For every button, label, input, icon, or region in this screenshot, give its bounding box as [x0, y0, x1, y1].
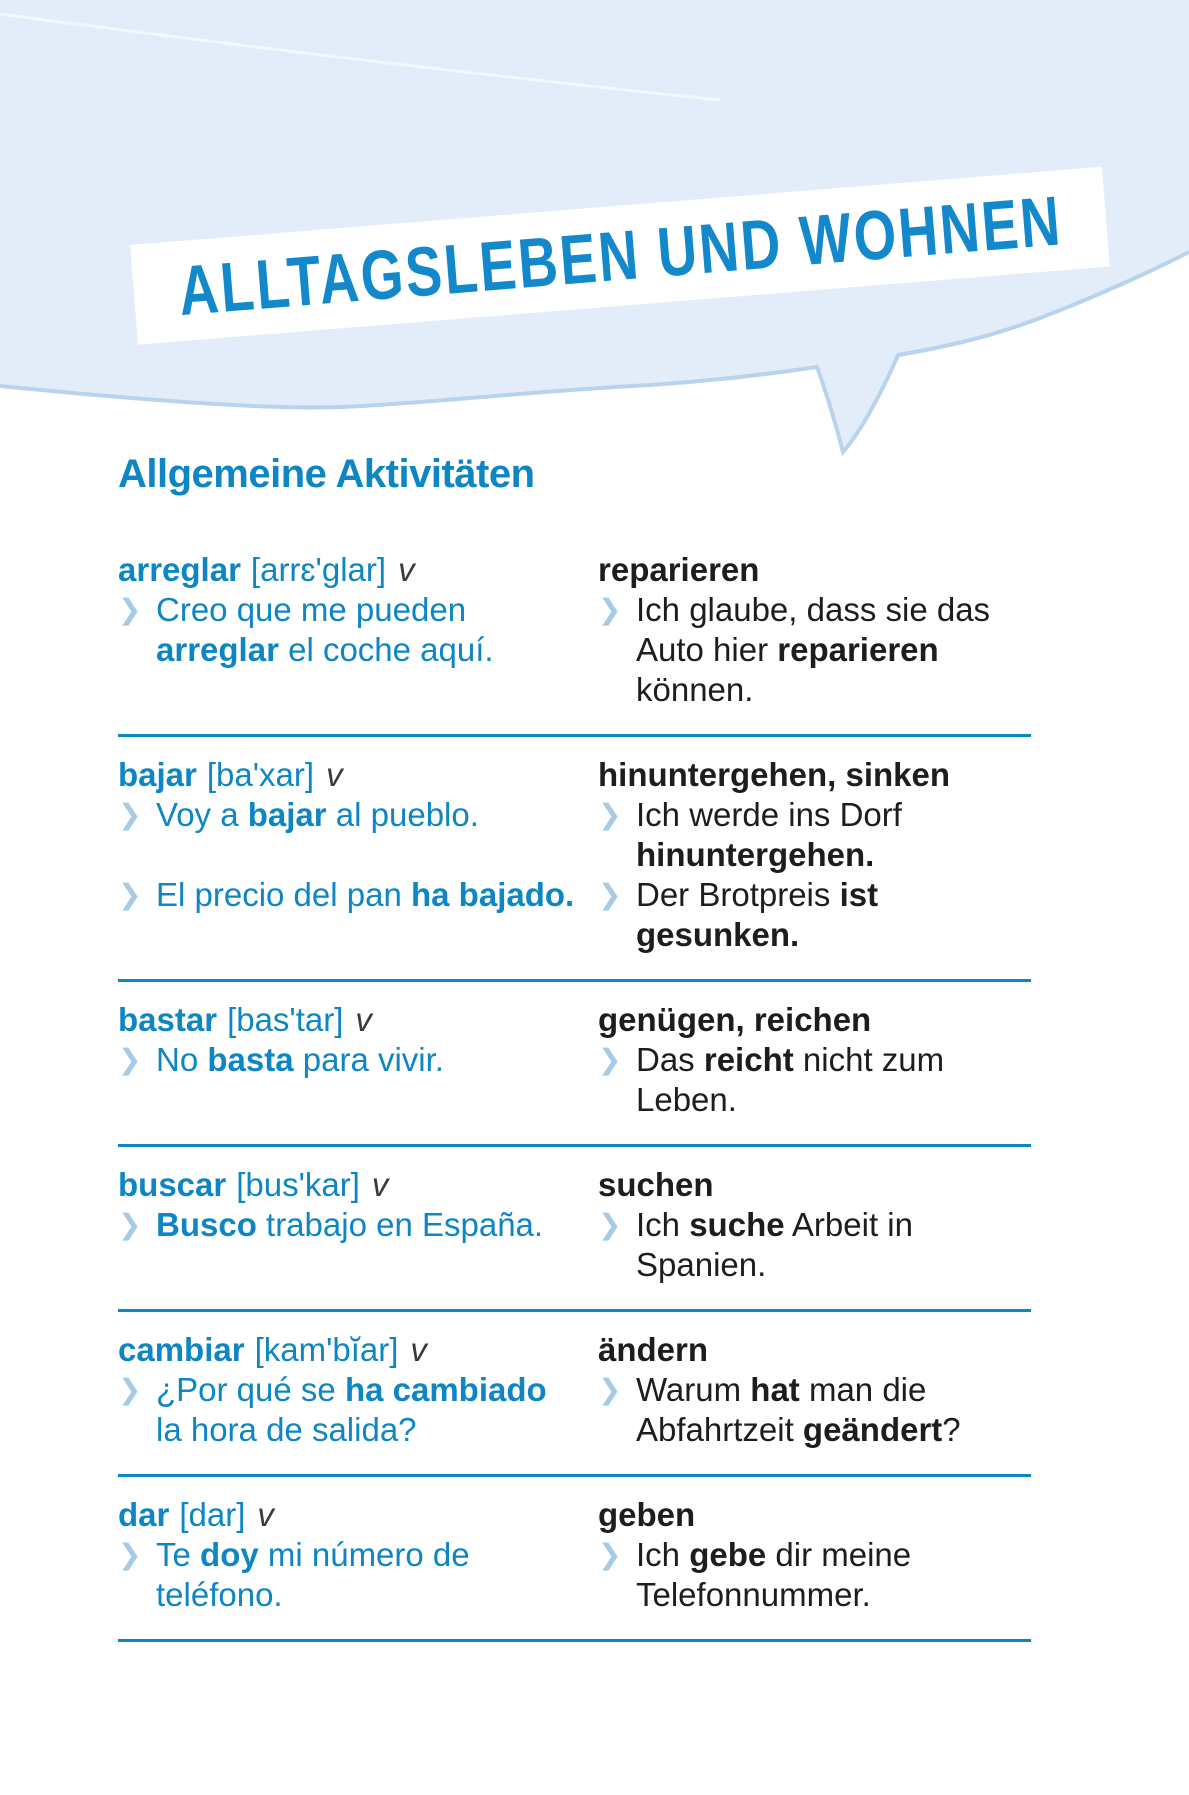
phonetic: [ba'xar]	[206, 756, 315, 793]
bold-segment: hinuntergehen.	[636, 836, 875, 873]
bold-segment: ha cambiado	[344, 1371, 547, 1408]
example-line	[156, 1575, 470, 1615]
text-segment: Warum	[636, 1371, 751, 1408]
part-of-speech: v	[326, 756, 343, 793]
headword-es	[118, 1165, 598, 1205]
headword-es	[118, 1495, 598, 1535]
entry-head-row	[118, 1495, 1031, 1535]
bold-segment: bajar	[247, 796, 327, 833]
headword: buscar	[118, 1166, 227, 1203]
text-segment: Arbeit in	[784, 1206, 913, 1243]
bold-segment: hat	[750, 1371, 800, 1408]
example-line	[156, 630, 494, 670]
bold-segment: gebe	[689, 1536, 767, 1573]
example-de	[598, 795, 1031, 875]
text-segment: mi número de	[258, 1536, 470, 1573]
example-line	[156, 1040, 444, 1080]
example-line	[156, 1535, 470, 1575]
part-of-speech: v	[410, 1331, 427, 1368]
example-line	[636, 1205, 913, 1245]
text-segment: El precio del pan	[156, 876, 411, 913]
text-segment: Voy a	[156, 796, 248, 833]
example-bullet-icon: ❯	[118, 1538, 142, 1571]
text-segment: Ich glaube, dass sie das	[636, 591, 991, 628]
text-segment: trabajo en España.	[256, 1206, 544, 1243]
text-segment: Te	[156, 1536, 201, 1573]
example-lines	[156, 875, 574, 915]
text-segment: al pueblo.	[326, 796, 479, 833]
example-pair-row	[118, 795, 1031, 875]
example-line	[156, 795, 479, 835]
example-es	[118, 795, 598, 875]
example-line	[636, 795, 902, 835]
part-of-speech: v	[355, 1001, 372, 1038]
example-lines	[156, 795, 479, 835]
example-line	[636, 590, 990, 630]
bold-segment: reparieren	[777, 631, 939, 668]
example-line	[636, 670, 990, 710]
example-line	[636, 1535, 911, 1575]
example-es	[118, 590, 598, 710]
example-de	[598, 1040, 1031, 1120]
text-segment: ?	[942, 1411, 961, 1448]
text-segment: Telefonnummer.	[636, 1576, 871, 1613]
example-lines	[156, 1370, 547, 1450]
text-segment: Der Brotpreis	[636, 876, 840, 913]
part-of-speech: v	[398, 551, 415, 588]
bold-segment: geändert	[802, 1411, 943, 1448]
entry-head-row	[118, 755, 1031, 795]
text-segment: Ich werde ins Dorf	[636, 796, 902, 833]
phonetic: [bus'kar]	[236, 1166, 360, 1203]
section-title: Allgemeine Aktivitäten	[118, 452, 535, 496]
example-de	[598, 590, 1031, 710]
phonetic: [kam'bĭar]	[254, 1331, 399, 1368]
example-line	[636, 1080, 944, 1120]
text-segment: ¿Por qué se	[156, 1371, 345, 1408]
example-lines	[636, 590, 990, 710]
example-es	[118, 1535, 598, 1615]
text-segment: Das	[636, 1041, 704, 1078]
headword-es	[118, 550, 598, 590]
dictionary-entry	[118, 1477, 1031, 1642]
example-line	[636, 630, 990, 670]
entries	[118, 550, 1031, 1642]
example-es	[118, 875, 598, 955]
dictionary-entry	[118, 982, 1031, 1147]
bold-segment: ha bajado.	[411, 876, 575, 913]
example-lines	[156, 590, 494, 670]
phonetic: [dar]	[179, 1496, 246, 1533]
headword: bajar	[118, 756, 197, 793]
example-de	[598, 1205, 1031, 1285]
text-segment: nicht zum	[793, 1041, 945, 1078]
example-lines	[156, 1535, 470, 1615]
bold-segment: Busco	[156, 1206, 257, 1243]
headword: cambiar	[118, 1331, 245, 1368]
example-line	[636, 1245, 913, 1285]
example-bullet-icon: ❯	[598, 1538, 622, 1571]
text-segment: Auto hier	[636, 631, 778, 668]
example-lines	[156, 1040, 444, 1080]
example-lines	[636, 875, 878, 955]
example-bullet-icon: ❯	[118, 798, 142, 831]
entry-head-row	[118, 1000, 1031, 1040]
example-bullet-icon: ❯	[598, 593, 622, 626]
dictionary-entry	[118, 737, 1031, 982]
example-lines	[636, 1535, 911, 1615]
text-segment: man die	[799, 1371, 927, 1408]
example-line	[636, 875, 878, 915]
example-line	[636, 1370, 961, 1410]
translation-de: geben	[598, 1496, 696, 1533]
example-de	[598, 1370, 1031, 1450]
example-line	[156, 875, 574, 915]
example-bullet-icon: ❯	[118, 878, 142, 911]
example-bullet-icon: ❯	[118, 1373, 142, 1406]
translation-de: ändern	[598, 1331, 709, 1368]
example-de	[598, 1535, 1031, 1615]
translation-de: genügen, reichen	[598, 1001, 872, 1038]
dictionary-entry	[118, 1147, 1031, 1312]
text-segment: el coche aquí.	[278, 631, 494, 668]
bold-segment: basta	[207, 1041, 294, 1078]
phonetic: [bas'tar]	[227, 1001, 344, 1038]
example-bullet-icon: ❯	[598, 1208, 622, 1241]
example-pair-row	[118, 1535, 1031, 1615]
example-bullet-icon: ❯	[118, 593, 142, 626]
chapter-title: ALLTAGSLEBEN UND WOHNEN	[175, 181, 1065, 331]
headword-es	[118, 1330, 598, 1370]
bold-segment: doy	[200, 1536, 259, 1573]
example-line	[636, 835, 902, 875]
text-segment: Creo que me pueden	[156, 591, 467, 628]
headword-es	[118, 755, 598, 795]
example-bullet-icon: ❯	[598, 798, 622, 831]
example-pair-row	[118, 590, 1031, 710]
entry-head-row	[118, 1165, 1031, 1205]
entry-head-row	[118, 1330, 1031, 1370]
example-lines	[156, 1205, 543, 1245]
text-segment: Abfahrtzeit	[636, 1411, 803, 1448]
part-of-speech: v	[257, 1496, 274, 1533]
example-lines	[636, 795, 902, 875]
example-de	[598, 875, 1031, 955]
vocabulary-content	[118, 452, 1031, 1642]
example-es	[118, 1370, 598, 1450]
translation-de: reparieren	[598, 551, 760, 588]
example-bullet-icon: ❯	[118, 1208, 142, 1241]
example-bullet-icon: ❯	[118, 1043, 142, 1076]
example-lines	[636, 1205, 913, 1285]
dictionary-entry	[118, 1312, 1031, 1477]
bold-segment: suche	[689, 1206, 785, 1243]
part-of-speech: v	[371, 1166, 389, 1203]
example-line	[636, 1410, 961, 1450]
text-segment: No	[156, 1041, 208, 1078]
bold-segment: ist	[839, 876, 879, 913]
headword: bastar	[118, 1001, 218, 1038]
translation-de: suchen	[598, 1166, 714, 1203]
example-line	[156, 1205, 543, 1245]
example-lines	[636, 1370, 961, 1450]
text-segment: Spanien.	[636, 1246, 767, 1283]
text-segment: Ich	[636, 1536, 690, 1573]
headword-es	[118, 1000, 598, 1040]
example-es	[118, 1040, 598, 1120]
text-segment: können.	[636, 671, 754, 708]
bold-segment: gesunken.	[636, 916, 800, 953]
example-pair-row	[118, 1205, 1031, 1285]
example-bullet-icon: ❯	[598, 1373, 622, 1406]
example-pair-row	[118, 1370, 1031, 1450]
text-segment: para vivir.	[293, 1041, 444, 1078]
example-line	[156, 1370, 547, 1410]
translation-de: hinuntergehen, sinken	[598, 756, 951, 793]
text-segment: teléfono.	[156, 1576, 283, 1613]
entry-head-row	[118, 550, 1031, 590]
dictionary-entry	[118, 550, 1031, 737]
example-pair-row	[118, 875, 1031, 955]
example-lines	[636, 1040, 944, 1120]
text-segment: Ich	[636, 1206, 690, 1243]
example-line	[636, 1040, 944, 1080]
bold-segment: reicht	[703, 1041, 794, 1078]
example-line	[156, 1410, 547, 1450]
headword: dar	[118, 1496, 170, 1533]
text-segment: Leben.	[636, 1081, 737, 1118]
phonetic: [arrɛ'glar]	[250, 551, 387, 588]
text-segment: la hora de salida?	[156, 1411, 417, 1448]
example-bullet-icon: ❯	[598, 878, 622, 911]
headword: arreglar	[118, 551, 241, 588]
example-pair-row	[118, 1040, 1031, 1120]
bold-segment: arreglar	[156, 631, 279, 668]
example-bullet-icon: ❯	[598, 1043, 622, 1076]
text-segment: dir meine	[766, 1536, 912, 1573]
example-es	[118, 1205, 598, 1285]
example-line	[636, 915, 878, 955]
example-line	[636, 1575, 911, 1615]
example-line	[156, 590, 494, 630]
